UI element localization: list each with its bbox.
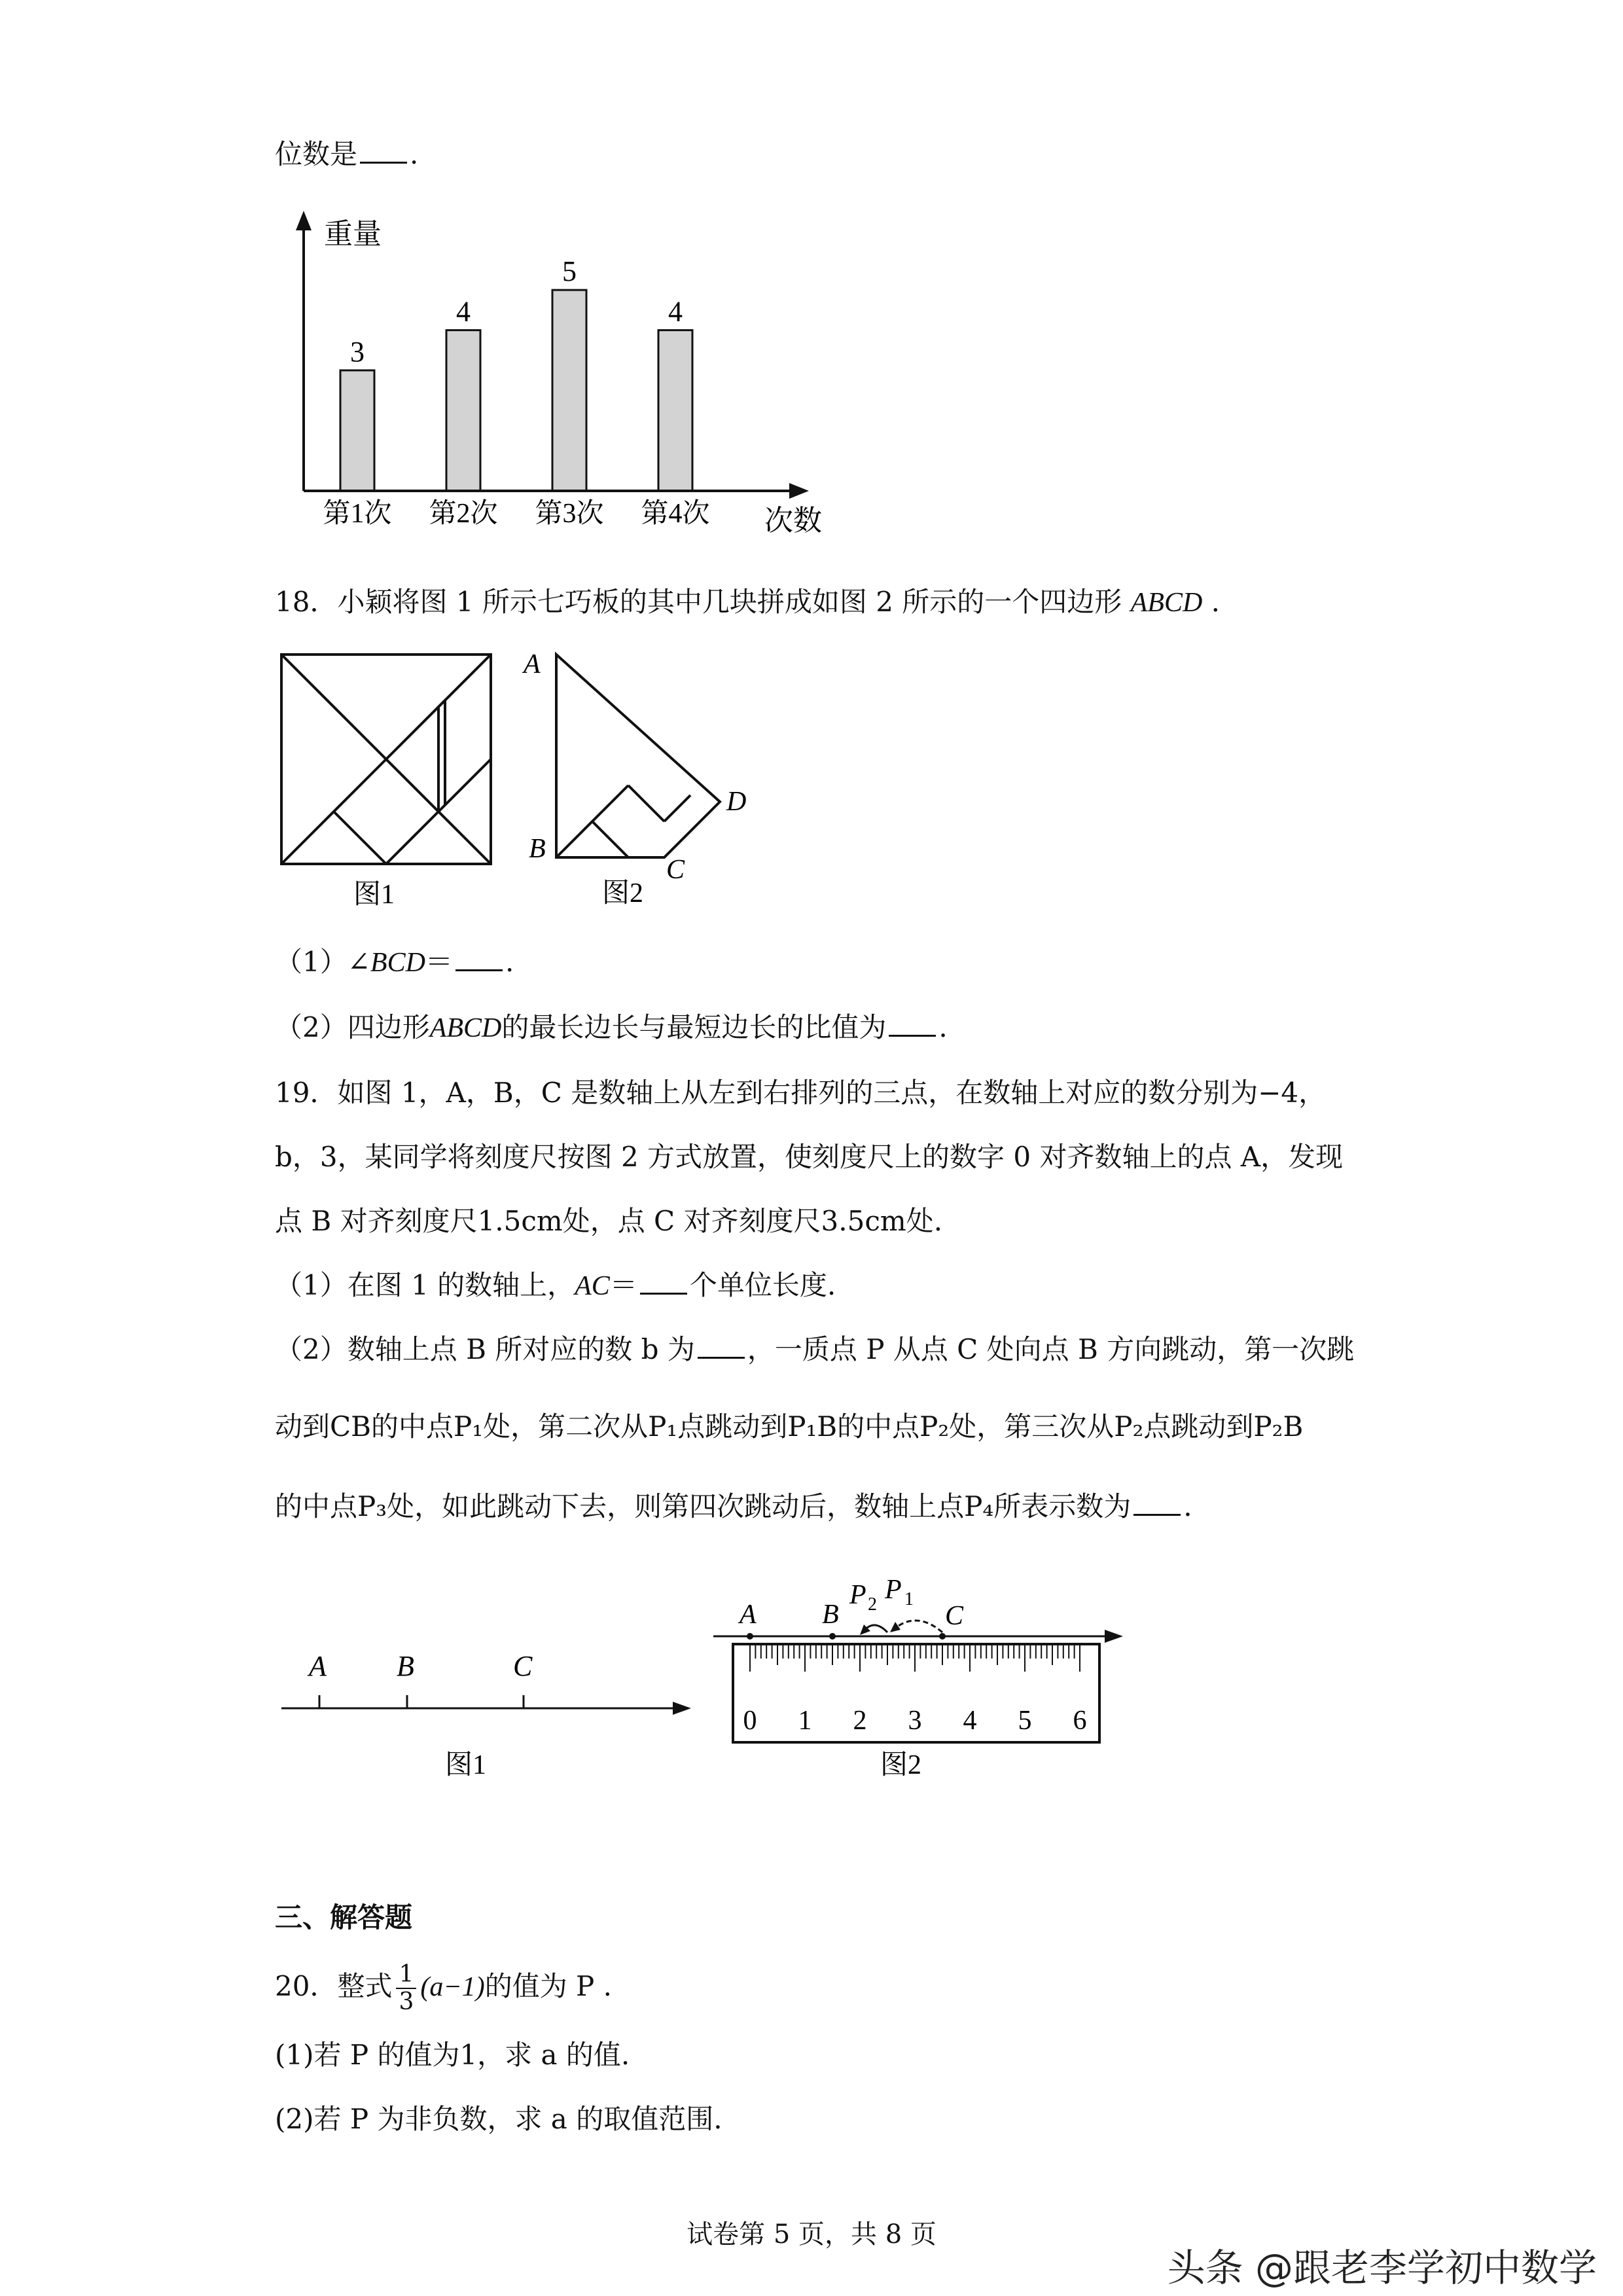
ruler-number: 1: [798, 1706, 812, 1736]
q19-line2: b，3，某同学将刻度尺按图 2 方式放置，使刻度尺上的数字 0 对齐数轴上的点 A，发现: [275, 1141, 1344, 1173]
q18-stem-end: .: [1211, 586, 1221, 618]
x-axis-arrow: [789, 483, 809, 499]
section-title: 三、解答题: [275, 1901, 413, 1933]
q20-part1: (1)若 P 的值为1，求 a 的值.: [275, 2039, 630, 2071]
q19-part1-eq: ＝: [609, 1269, 637, 1301]
answer-blank: [698, 1332, 745, 1359]
q19-part2-line2: 动到CB的中点P₁处，第二次从P₁点跳动到P₁B的中点P₂处，第三次从P₂点跳动到P₂B: [275, 1410, 1304, 1443]
fig1-point-c: C: [513, 1650, 533, 1682]
q18-stem-var: ABCD: [1130, 588, 1203, 618]
bar-value-label: 4: [456, 295, 471, 328]
fraction-denominator: 3: [399, 1988, 414, 2015]
q18-part2-var: ABCD: [429, 1013, 502, 1043]
q19-part2-line3: [275, 1487, 1192, 1526]
page-footer: 试卷第 5 页，共 8 页: [687, 2219, 936, 2250]
q18-part2-prefix: （2）四边形: [275, 1011, 430, 1043]
q18-part1: [275, 942, 514, 982]
bar-value-label: 4: [668, 295, 683, 328]
q18-part1-mid: ＝: [425, 946, 453, 978]
q18-part2-end: .: [938, 1011, 948, 1043]
q19-part2-line3-text: 的中点P₃处，如此跳动下去，则第四次跳动后，数轴上点P₄所表示数为: [275, 1490, 1132, 1522]
fig1-caption: 图1: [353, 880, 395, 910]
q20-suffix: 的值为 P .: [484, 1970, 612, 2002]
fraction-numerator: 1: [396, 1962, 416, 1989]
bar-3: [552, 290, 586, 491]
bar-1: [340, 370, 374, 491]
q20-expression: (a−1): [420, 1972, 485, 2002]
q17-tail-end: .: [410, 138, 419, 170]
ruler-number: 2: [853, 1706, 867, 1736]
ruler-number: 5: [1018, 1706, 1032, 1736]
q18-part1-end: .: [505, 946, 514, 978]
fig2-caption: 图2: [602, 878, 644, 908]
point-label-d: D: [726, 787, 747, 817]
x-axis-label: 次数: [764, 505, 822, 537]
q19-part2-line1: [275, 1330, 1354, 1369]
fig2-point-c: C: [945, 1601, 964, 1631]
bar-4: [658, 330, 692, 491]
bar-value-label: 5: [562, 255, 577, 288]
fig2-p1-subscript: 1: [904, 1589, 914, 1609]
bar-2: [446, 330, 480, 491]
point-label-c: C: [666, 855, 685, 885]
q19-part1-suffix: 个单位长度.: [689, 1269, 836, 1301]
fig2-point-p1: P: [885, 1575, 902, 1605]
fig1-caption: 图1: [445, 1750, 487, 1780]
answer-blank: [889, 1010, 936, 1037]
q20-prefix: 20．整式: [275, 1970, 393, 2002]
q19-part1-prefix: （1）在图 1 的数轴上，: [275, 1269, 575, 1301]
q18-stem: [275, 583, 1220, 622]
q18-part1-var: BCD: [370, 948, 425, 978]
ruler-number: 0: [743, 1706, 757, 1736]
fig2-point-p2: P: [849, 1580, 866, 1610]
q18-part2: [275, 1008, 948, 1048]
number-line-fig2: [713, 1575, 1123, 1780]
fig2-point-b: B: [822, 1600, 839, 1630]
y-axis-arrow: [296, 211, 312, 230]
ruler-number: 3: [908, 1706, 922, 1736]
fig1-point-a: A: [309, 1650, 327, 1682]
q20-stem: [275, 1957, 612, 2017]
q20-fraction: [396, 1962, 416, 2015]
jump-arc-1: [893, 1621, 942, 1632]
ruler-number: 6: [1073, 1706, 1087, 1736]
tangram-figure-2: [556, 655, 720, 857]
bar-chart: [262, 196, 851, 563]
q19-part2-line3-end: .: [1183, 1490, 1192, 1522]
q17-tail: [275, 135, 418, 174]
answer-blank: [640, 1268, 687, 1295]
q18-part2-mid: 的最长边长与最短边长的比值为: [501, 1011, 887, 1043]
tangram-figure-1: [281, 655, 491, 864]
fig2-point-a: A: [740, 1600, 757, 1630]
point-label-a: A: [524, 649, 541, 679]
q19-part1-var: AC: [575, 1271, 610, 1301]
category-label: 第3次: [535, 499, 604, 529]
q19-line1: 19．如图 1，A，B，C 是数轴上从左到右排列的三点，在数轴上对应的数分别为−4，: [275, 1077, 1327, 1109]
fig2-caption: 图2: [880, 1750, 922, 1780]
answer-blank: [360, 137, 407, 164]
category-label: 第1次: [323, 499, 392, 529]
q20-part2: (2)若 P 为非负数，求 a 的取值范围.: [275, 2103, 722, 2135]
number-line-figures: [262, 1564, 1152, 1800]
point-label-b: B: [529, 834, 546, 864]
category-label: 第4次: [641, 499, 710, 529]
answer-blank: [1133, 1489, 1181, 1516]
fig2-p2-subscript: 2: [868, 1594, 877, 1615]
watermark: 头条 @跟老李学初中数学: [1167, 2246, 1597, 2290]
q19-part2-prefix: （2）数轴上点 B 所对应的数 b 为: [275, 1333, 695, 1365]
q18-stem-text: 18．小颖将图 1 所示七巧板的其中几块拼成如图 2 所示的一个四边形: [275, 586, 1122, 618]
fig1-point-b: B: [397, 1650, 414, 1682]
answer-blank: [455, 944, 503, 971]
number-line-fig1: [281, 1650, 691, 1780]
q19-part2-rest: ，一质点 P 从点 C 处向点 B 方向跳动，第一次跳: [747, 1333, 1355, 1365]
q19-line3: 点 B 对齐刻度尺1.5cm处，点 C 对齐刻度尺3.5cm处.: [275, 1205, 943, 1237]
tangram-figures: [262, 641, 759, 916]
ruler-number: 4: [963, 1706, 977, 1736]
q18-part1-prefix: （1）∠: [275, 946, 370, 978]
y-axis-label: 重量: [324, 218, 382, 250]
q19-part1: [275, 1266, 836, 1306]
q17-tail-text: 位数是: [275, 138, 358, 170]
bar-value-label: 3: [350, 335, 365, 368]
category-label: 第2次: [429, 499, 498, 529]
